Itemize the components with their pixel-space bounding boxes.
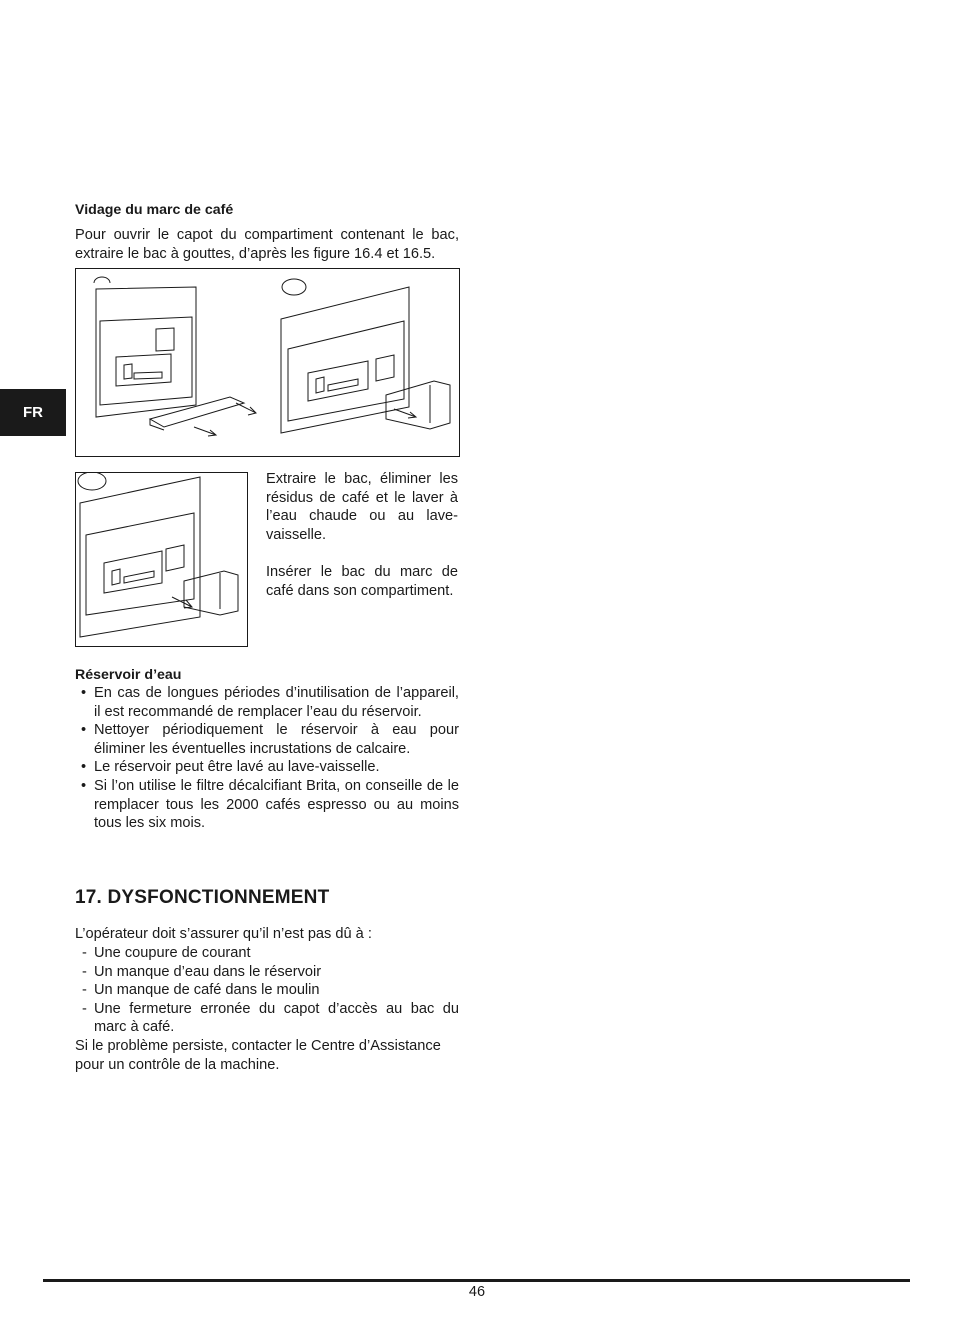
language-tab [0, 389, 66, 436]
section-heading-malfunction: 17. DYSFONCTIONNEMENT [75, 887, 330, 908]
section-intro-coffee-grounds: Pour ouvrir le capot du compartiment contenant le bac, extraire le bac à gouttes, d’après les figure 16.4 et 16.5. [75, 227, 459, 262]
list-item: - Une coupure de courant [75, 944, 459, 963]
list-item: • Nettoyer périodiquement le réservoir à eau pour éliminer les éventuelles incrustations de calcaire. [75, 721, 459, 758]
figure-caption-insert: Insérer le bac du marc de café dans son compartiment. [266, 564, 458, 599]
section-heading-water-tank: Réservoir d’eau [75, 667, 182, 683]
water-tank-list [75, 684, 459, 833]
malfunction-intro: L’opérateur doit s’assurer qu’il n’est pas dû à : [75, 926, 372, 942]
figure-drawer-insertion-drawing [76, 473, 247, 646]
malfunction-outro: Si le problème persiste, contacter le Centre d’Assistance pour un contrôle de la machine. [75, 1038, 441, 1073]
list-item: - Un manque de café dans le moulin [75, 981, 459, 1000]
list-item: • En cas de longues périodes d’inutilisation de l’appareil, il est recommandé de remplacer l’eau du réservoir. [75, 684, 459, 721]
figure-caption-clean: Extraire le bac, éliminer les résidus de café et le laver à l’eau chaude ou au lave-vaisselle. [266, 471, 458, 543]
malfunction-list [75, 944, 459, 1037]
list-item: • Si l’on utilise le filtre décalcifiant Brita, on conseille de le remplacer tous les 2000 cafés espresso ou au moins tous les six mois. [75, 777, 459, 833]
section-heading-coffee-grounds: Vidage du marc de café [75, 202, 234, 218]
list-item: - Un manque d’eau dans le réservoir [75, 963, 459, 982]
list-item: • Le réservoir peut être lavé au lave-vaisselle. [75, 758, 459, 777]
figure-drawer-removal-drawing [76, 269, 459, 456]
list-item: - Une fermeture erronée du capot d’accès au bac du marc à café. [75, 1000, 459, 1037]
figure-drawer-insertion [75, 472, 248, 647]
page-number: 46 [468, 1284, 486, 1300]
language-tab-label: FR [23, 404, 43, 421]
figure-drawer-removal [75, 268, 460, 457]
footer-divider [43, 1279, 910, 1282]
